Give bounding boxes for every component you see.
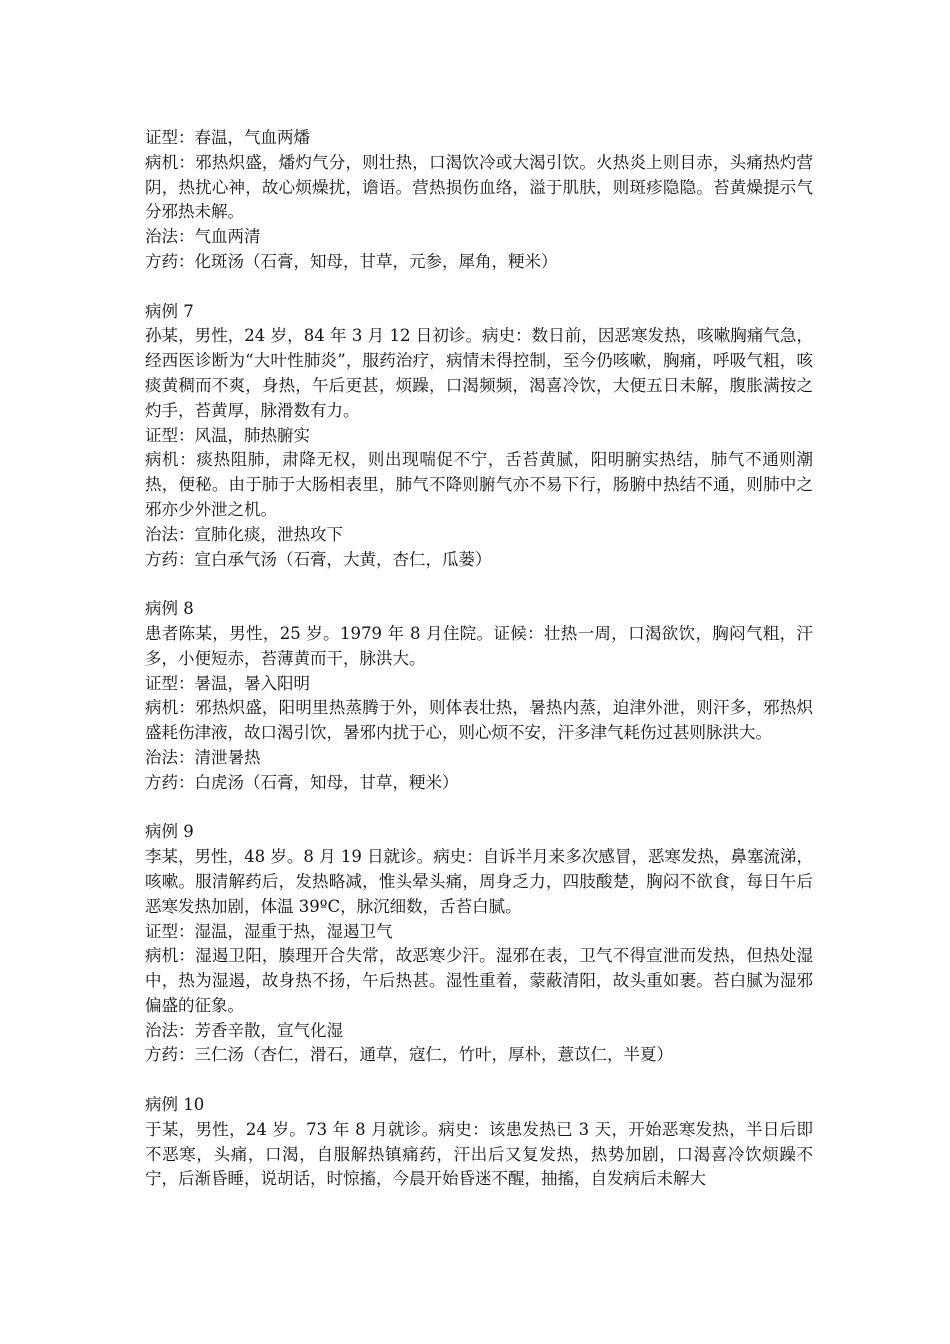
case9-section: [145, 820, 813, 1068]
case8-section: [145, 597, 813, 795]
syndrome-type: 证型：湿温，湿重于热，湿遏卫气: [145, 921, 393, 941]
prescription: 方药：宣白承气汤（石膏，大黄，杏仁，瓜蒌）: [145, 549, 492, 569]
treatment-method: 治法：芳香辛散，宣气化湿: [145, 1020, 343, 1040]
case7-section: [145, 300, 813, 573]
case-heading: 病例 8: [145, 599, 194, 619]
case10-section: [145, 1093, 813, 1192]
case-heading: 病例 9: [145, 822, 194, 842]
treatment-method: 治法：宣肺化痰，泄热攻下: [145, 524, 343, 544]
prescription: 方药：白虎汤（石膏，知母，甘草，粳米）: [145, 772, 459, 792]
case-history: 于某，男性，24 岁。73 年 8 月就诊。病史：该患发热已 3 天，开始恶寒发热，半日后即不恶寒，头痛，口渴，自服解热镇痛药，汗出后又复发热，热势加剧，口渴喜冷饮烦躁不宁，后渐昏睡，说胡话，时惊搐，今晨开始昏迷不醒，抽搐，自发病后未解大: [145, 1119, 813, 1189]
pathogenesis: 病机：痰热阻肺，肃降无权，则出现喘促不宁，舌苔黄腻，阳明腑实热结，肺气不通则潮热，便秘。由于肺于大肠相表里，肺气不降则腑气亦不易下行，肠腑中热结不通，则肺中之邪亦少外泄之机。: [145, 450, 813, 519]
syndrome-type: 证型：风温，肺热腑实: [145, 425, 310, 445]
prescription: 方药：三仁汤（杏仁，滑石，通草，寇仁，竹叶，厚朴，薏苡仁，半夏）: [145, 1045, 673, 1065]
section-gap: [145, 1068, 813, 1093]
case-heading: 病例 10: [145, 1095, 205, 1115]
section-gap: [145, 572, 813, 597]
section-gap: [145, 275, 813, 300]
document-page: [145, 126, 813, 1192]
treatment-method: 治法：清泄暑热: [145, 747, 261, 767]
pathogenesis: 病机：邪热炽盛，燔灼气分，则壮热，口渴饮冷或大渴引饮。火热炎上则目赤，头痛热灼营阴，热扰心神，故心烦燥扰，谵语。营热损伤血络，溢于肌肤，则斑疹隐隐。苔黄燥提示气分邪热未解。: [145, 152, 813, 222]
pathogenesis: 病机：湿遏卫阳，腠理开合失常，故恶寒少汗。湿邪在表，卫气不得宣泄而发热，但热处湿中，热为湿遏，故身热不扬，午后热甚。湿性重着，蒙蔽清阳，故头重如裹。苔白腻为湿邪偏盛的征象。: [145, 946, 813, 1015]
pathogenesis: 病机：邪热炽盛，阳明里热蒸腾于外，则体表壮热，暑热内蒸，迫津外泄，则汗多，邪热炽盛耗伤津液，故口渴引饮，暑邪内扰于心，则心烦不安，汗多津气耗伤过甚则脉洪大。: [145, 698, 813, 743]
section-gap: [145, 796, 813, 821]
case-history: 李某，男性，48 岁。8 月 19 日就诊。病史：自诉半月来多次感冒，恶寒发热，鼻塞流涕，咳嗽。服清解药后，发热略减，惟头晕头痛，周身乏力，四肢酸楚，胸闷不欲食，每日午后恶寒发热加剧，体温 39ºC，脉沉细数，舌苔白腻。: [145, 847, 813, 916]
syndrome-type: 证型：春温，气血两燔: [145, 128, 310, 147]
syndrome-type: 证型：暑温，暑入阳明: [145, 673, 310, 693]
case-history: 孙某，男性，24 岁，84 年 3 月 12 日初诊。病史：数日前，因恶寒发热，咳嗽胸痛气急，经西医诊断为“大叶性肺炎”，服药治疗，病情未得控制，至今仍咳嗽，胸痛，呼吸气粗，咳痰黄稠而不爽，身热，午后更甚，烦躁，口渴频频，渴喜冷饮，大便五日未解，腹胀满按之灼手，苔黄厚，脉滑数有力。: [145, 326, 813, 420]
case-heading: 病例 7: [145, 301, 194, 321]
case6-section: [145, 126, 813, 275]
case-history: 患者陈某，男性，25 岁。1979 年 8 月住院。证候：壮热一周，口渴欲饮，胸闷气粗，汗多，小便短赤，苔薄黄而干，脉洪大。: [145, 623, 813, 668]
treatment-method: 治法：气血两清: [145, 227, 261, 247]
prescription: 方药：化斑汤（石膏，知母，甘草，元参，犀角，粳米）: [145, 251, 558, 271]
